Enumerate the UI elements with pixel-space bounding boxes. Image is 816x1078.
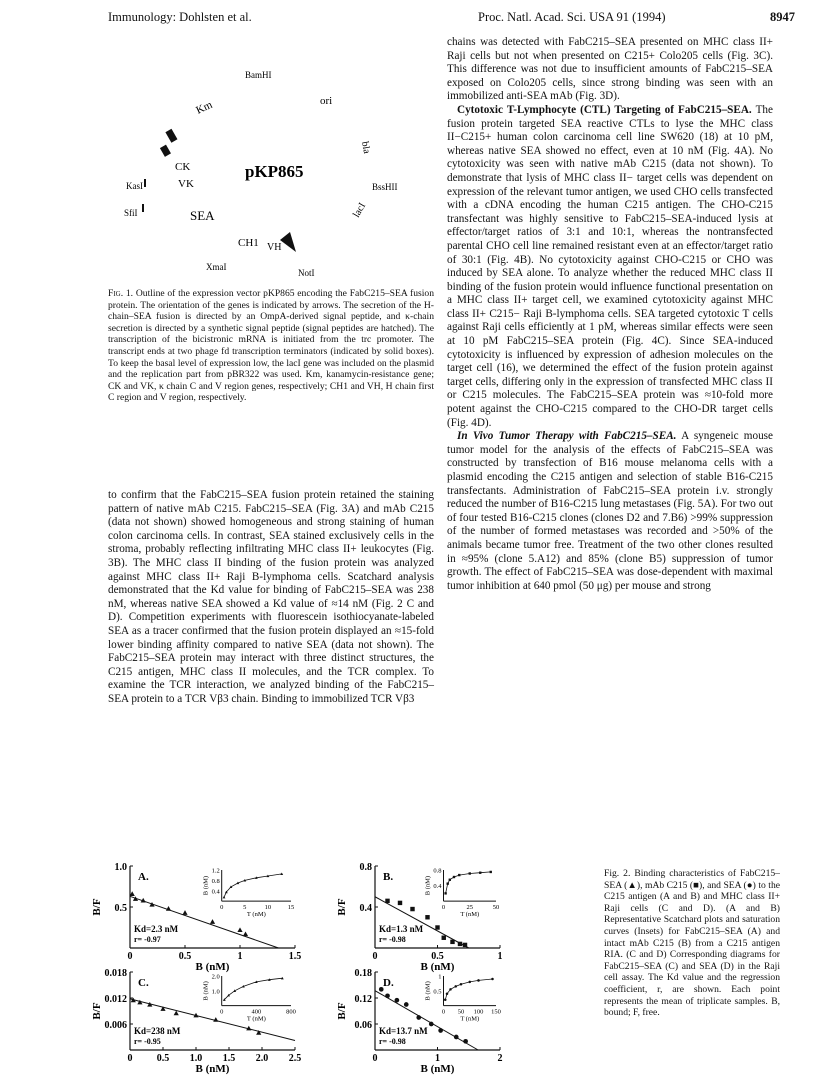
data-point: [438, 1028, 443, 1033]
y-tick-label: 1.0: [114, 862, 127, 873]
y-axis-label: B/F: [91, 898, 103, 916]
inset-data-point: [479, 872, 481, 874]
inset-saturation-curve: [446, 872, 491, 894]
regression-coefficient: r= -0.98: [379, 935, 406, 944]
page-number: 8947: [770, 10, 795, 24]
inset-x-tick-label: 25: [466, 904, 473, 912]
x-tick-label: 0: [372, 951, 378, 962]
vh-arrow-icon: [280, 232, 296, 252]
inset-data-point: [449, 988, 452, 991]
inset-y-tick-label: 0.8: [211, 877, 220, 885]
figure-1-caption: [108, 288, 434, 404]
inset-x-tick-label: 15: [287, 904, 295, 912]
figure-1-caption-text: Outline of the expression vector pKP865 encoding the FabC215–SEA fusion protein. The orientation of the genes is indicated by arrows. The secretion of the H-chain–SEA fusion is directed by an OmpA-derived signal peptide, and κ-chain secretion is directed by a synthetic signal peptide (signal peptides are hatched). The transcription of the bicistronic mRNA is initiated from the trc promoter. The transcript ends at two phage fd transcription terminators (indicated by solid boxes). To keep the basal level of expression low, the lacI gene was included on the plasmid and the replication part from pBR322 was used. Km, kanamycin-resistance gene; CK and VK, κ chain C and V region genes, respectively; CH1 and VH, H chain first C region and V region, respectively.: [108, 288, 434, 404]
inset-data-point: [460, 983, 463, 986]
inset-data-point: [469, 872, 471, 874]
data-point: [166, 906, 171, 911]
sfii-tick: [142, 204, 144, 212]
inset-y-axis-label: B (nM): [202, 981, 210, 1001]
right-column-body: [447, 36, 773, 593]
data-point: [213, 1017, 218, 1022]
x-tick-label: 0: [372, 1053, 378, 1064]
x-axis-label: B (nM): [195, 1063, 230, 1075]
inset-x-tick-label: 5: [243, 904, 247, 912]
inset-y-tick-label: 1: [438, 973, 442, 981]
paragraph-in-vivo: [447, 430, 773, 593]
inset-data-point: [477, 979, 480, 982]
inset-y-axis-label: B (nM): [202, 875, 210, 896]
paragraph-ctl: [447, 104, 773, 430]
kd-value: Kd=13.7 nM: [379, 1026, 428, 1036]
y-tick-label: 0.018: [104, 968, 127, 979]
y-tick-label: 0.012: [104, 994, 127, 1005]
x-tick-label: 0: [127, 1053, 133, 1064]
x-axis-label: B (nM): [195, 961, 230, 973]
inset-x-axis-label: T (nM): [246, 1015, 266, 1023]
data-point: [454, 1035, 459, 1040]
inset-x-tick-label: 0: [220, 1008, 224, 1016]
left-column-body: [108, 489, 434, 707]
terminator-box-2: [160, 145, 171, 157]
data-point: [458, 942, 462, 946]
data-point: [435, 925, 439, 929]
label-kasi: KasI: [126, 181, 143, 191]
inset-y-axis-label: B (nM): [424, 875, 432, 896]
panel-label: D.: [383, 977, 394, 989]
y-axis-label: B/F: [336, 1002, 348, 1020]
x-tick-label: 1.5: [288, 951, 302, 962]
inset-data-point: [453, 876, 455, 878]
inset-data-point: [454, 985, 457, 988]
y-tick-label: 0.8: [359, 862, 372, 873]
data-point: [385, 993, 390, 998]
inset-x-axis-label: T (nM): [246, 911, 266, 919]
data-point: [425, 915, 429, 919]
plasmid-name: pKP865: [245, 162, 304, 181]
inset-data-point: [490, 871, 492, 873]
label-bamhi: BamHI: [245, 70, 272, 80]
section-heading: In Vivo Tumor Therapy with FabC215–SEA.: [457, 430, 677, 443]
x-tick-label: 1.5: [222, 1053, 236, 1064]
y-tick-label: 0.006: [104, 1020, 127, 1031]
label-xmai: XmaI: [206, 262, 227, 272]
regression-coefficient: r= -0.97: [134, 935, 161, 944]
x-tick-label: 2.0: [255, 1053, 269, 1064]
inset-x-axis-label: T (nM): [460, 1015, 480, 1023]
x-axis-label: B (nM): [420, 961, 455, 973]
y-tick-label: 0.06: [354, 1020, 372, 1031]
x-tick-label: 0.5: [178, 951, 192, 962]
inset-saturation-curve: [224, 978, 282, 1000]
x-tick-label: 2.5: [288, 1053, 302, 1064]
kd-value: Kd=238 nM: [134, 1026, 181, 1036]
inset-saturation-curve: [224, 874, 282, 897]
data-point: [463, 1039, 468, 1044]
kd-value: Kd=2.3 nM: [134, 924, 179, 934]
inset-x-tick-label: 50: [492, 904, 500, 912]
x-tick-label: 1.0: [189, 1053, 203, 1064]
data-point: [237, 927, 242, 932]
inset-y-tick-label: 1.0: [211, 988, 220, 996]
x-tick-label: 1: [435, 1053, 440, 1064]
inset-x-tick-label: 100: [473, 1008, 484, 1016]
paragraph-text: A syngeneic mouse tumor model for the analysis of the effects of FabC215–SEA was constructed by transfection of B16 mouse melanoma cells with a plasmid encoding the C215 antigen and selection of stable B16-C215 transfectants. Administration of FabC215–SEA protein i.v. strongly reduced the number of B16-C215 lung metastases (Fig. 5A). For two out of four tested B16-C215 clones (clones D2 and 7.B6) >99% suppression of the number of formed metastases was recorded and >50% of the animals became tumor free. Treatment of the two other clones resulted in ≈95% (clone 5.A12) and 85% (clone B5) suppression of tumor growth. The effect of FabC215–SEA was dose-dependent with maximal tumor inhibition at 640 pmol (50 μg) per mouse and strong: [447, 430, 774, 592]
label-bla: bla: [359, 140, 373, 155]
inset-x-tick-label: 0: [441, 1008, 446, 1016]
inset-y-tick-label: 2.0: [211, 973, 220, 981]
inset-data-point: [444, 892, 446, 894]
panel-label: B.: [383, 871, 394, 883]
data-point: [210, 919, 215, 924]
kd-value: Kd=1.3 nM: [379, 924, 424, 934]
label-ck: CK: [175, 161, 191, 173]
inset-y-tick-label: 0.5: [433, 988, 442, 996]
inset-x-tick-label: 400: [251, 1008, 262, 1016]
paragraph: to confirm that the FabC215–SEA fusion protein retained the staining pattern of native mAb C215. FabC215–SEA (Fig. 3A) and mAb C215 (data not shown) showed homogeneous and strong staining of human colon carcinoma cells. In contrast, SEA stained exclusively cells in the stroma, probably reflecting infiltrating MHC class II+ leukocytes (Fig. 3B). The MHC class II binding of the fusion protein was analyzed against MHC class II+ Raji B-lymphoma cells. Scatchard analysis demonstrated that the Kd value for binding of FabC215–SEA was 238 nM, whereas native SEA showed a Kd value of ≈14 nM (Fig. 2 C and D). Competition experiments with fluorescein isothiocyanate-labeled SEA as a tracer confirmed that the fusion protein displayed an ≈15-fold lower binding affinity compared to native SEA (data not shown). The FabC215–SEA protein may interact with three distinct structures, the C215 antigen, MHC class II molecules, and the TCR complex. To examine the TCR interaction, we analyzed binding of the FabC215–SEA protein to a TCR Vβ3 chain. Binding to immobilized TCR Vβ3: [108, 489, 434, 705]
y-axis-label: B/F: [336, 898, 348, 916]
figure-2-caption: [604, 868, 780, 1019]
inset-data-point: [491, 978, 494, 981]
inset-data-point: [458, 874, 460, 876]
y-tick-label: 0.12: [354, 994, 372, 1005]
x-tick-label: 0.5: [156, 1053, 170, 1064]
inset-data-point: [446, 993, 449, 996]
data-point: [450, 940, 454, 944]
label-laci: lacI: [351, 201, 369, 220]
inset-x-tick-label: 800: [286, 1008, 296, 1016]
data-point: [182, 910, 187, 915]
label-noti: NotI: [298, 268, 315, 278]
inset-y-tick-label: 0.4: [211, 888, 220, 896]
y-axis-label: B/F: [91, 1002, 103, 1020]
paragraph: chains was detected with FabC215–SEA presented on MHC class II+ Raji cells but not when presented on C215+ Colo205 cells (Fig. 3C). This difference was not due to insufficient amounts of FabC215–SEA exposed on Colo205 cells, since strong binding was seen with an immobilized anti-SEA mAb (Fig. 3D).: [447, 36, 773, 103]
data-point: [385, 899, 389, 903]
inset-x-tick-label: 150: [491, 1008, 501, 1016]
x-tick-label: 1: [497, 951, 503, 962]
section-heading: Cytotoxic T-Lymphocyte (CTL) Targeting of FabC215–SEA.: [457, 103, 752, 116]
label-sea: SEA: [190, 208, 215, 223]
running-header-left: Immunology: Dohlsten et al.: [108, 10, 252, 24]
figure-1-label: Fig. 1.: [108, 288, 134, 299]
data-point: [398, 901, 402, 905]
data-point: [243, 931, 248, 936]
plasmid-map-figure: [124, 62, 440, 282]
inset-x-tick-label: 0: [220, 904, 224, 912]
regression-coefficient: r= -0.98: [379, 1037, 406, 1046]
y-tick-label: 0.5: [114, 903, 127, 914]
figure-2-caption-text: Binding characteristics of FabC215–SEA (▲), mAb C215 (■), and SEA (●) to the C215 antigen (A and B) and MHC class II+ Raji cells (C and D). (A and B) Representative Scatchard plots and saturation curves (Insets) for FabC215–SEA (A) and intact mAb C215 (B) from a C215 antigen RIA. (C and D) Corresponding diagrams for FabC215–SEA (C) and SEA (D) in the Raji cell assay. The Kd value and the regression coefficient, r, are shown. Each point represents the mean of triplicate samples. B, bound; F, free.: [604, 868, 780, 1019]
label-sfii: SfiI: [124, 208, 138, 218]
regression-coefficient: r= -0.95: [134, 1037, 161, 1046]
data-point: [463, 943, 467, 947]
inset-y-tick-label: 0.4: [433, 883, 442, 891]
data-point: [416, 1015, 421, 1020]
inset-data-point: [468, 981, 471, 984]
data-point: [429, 1022, 434, 1027]
label-bsshii: BssHII: [372, 182, 398, 192]
y-tick-label: 0.4: [359, 903, 372, 914]
label-vk: VK: [178, 178, 194, 190]
x-tick-label: 0: [127, 951, 133, 962]
y-tick-label: 0.18: [354, 968, 372, 979]
figure-2-label: Fig. 2.: [604, 868, 631, 879]
inset-data-point: [447, 882, 449, 884]
inset-x-tick-label: 0: [441, 904, 446, 912]
label-vh: VH: [267, 242, 282, 253]
label-ori: ori: [320, 95, 333, 107]
data-point: [379, 987, 384, 992]
label-km: Km: [194, 98, 215, 117]
x-tick-label: 2: [497, 1053, 503, 1064]
inset-y-tick-label: 1.2: [211, 867, 220, 875]
inset-x-tick-label: 50: [457, 1008, 465, 1016]
label-ch1: CH1: [238, 237, 259, 249]
data-point: [404, 1002, 409, 1007]
inset-data-point: [223, 896, 226, 899]
data-point: [410, 907, 414, 911]
terminator-box-1: [165, 129, 177, 143]
data-point: [442, 936, 446, 940]
inset-x-tick-label: 10: [264, 904, 272, 912]
x-axis-label: B (nM): [420, 1063, 455, 1075]
x-tick-label: 0.5: [431, 951, 444, 962]
inset-data-point: [449, 879, 451, 881]
inset-x-axis-label: T (nM): [460, 911, 480, 919]
data-point: [395, 998, 400, 1003]
running-header-journal: Proc. Natl. Acad. Sci. USA 91 (1994): [478, 10, 666, 24]
paragraph-text: The fusion protein targeted SEA reactive CTLs to lyse the MHC class II−C215+ human colon carcinoma cell line SW620 (18) at 10 pM, whereas native SEA showed no effect, even at 10 nM (Fig. 4A). No cytotoxicity was seen with native mAb C215 (data not shown). To demonstrate that lysis of MHC class II− target cells was dependent on expression of the relevant tumor antigen, we used CHO cells transfected with a cDNA encoding the human C215 antigen. The CHO-C215 transfectant was highly sensitive to FabC215–SEA-induced lysis at effector/target ratios of 3:1 and 10:1, whereas the nontransfected parental CHO cell line remained resistant even at an effector/target ratio of 30:1 (Fig. 4B). No cytotoxicity against CHO-C215 or CHO was induced by SEA alone. To analyze whether the reduced MHC class II binding of the fusion protein would influence functional presentation on a MHC class II+ target cell, we examined cytotoxicity against MHC class II+ C215− Raji B-lymphoma cells. SEA targeted cytotoxic T cells against Raji cells efficiently at 1 pM, whereas similar effects were seen at 10 pM FabC215–SEA protein (Fig. 4C). Since SEA-induced cytotoxicity is influenced by expression of adhesion molecules on the target cell (16), we determined the effect of the fusion protein against target cells, differing only in the expression of transfected MHC class II or C215 molecules. The FabC215–SEA protein was ≈10-fold more potent against the CHO-C215 compared to the CHO-DR target cells (Fig. 4D).: [447, 103, 773, 429]
inset-y-axis-label: B (nM): [424, 981, 432, 1001]
inset-y-tick-label: 0.8: [433, 867, 442, 875]
figure-2-scatchard-plots: [90, 860, 600, 1075]
panel-label: A.: [138, 871, 149, 883]
x-tick-label: 1: [237, 951, 243, 962]
inset-data-point: [444, 998, 447, 1001]
kasi-tick: [144, 179, 146, 187]
panel-label: C.: [138, 977, 149, 989]
